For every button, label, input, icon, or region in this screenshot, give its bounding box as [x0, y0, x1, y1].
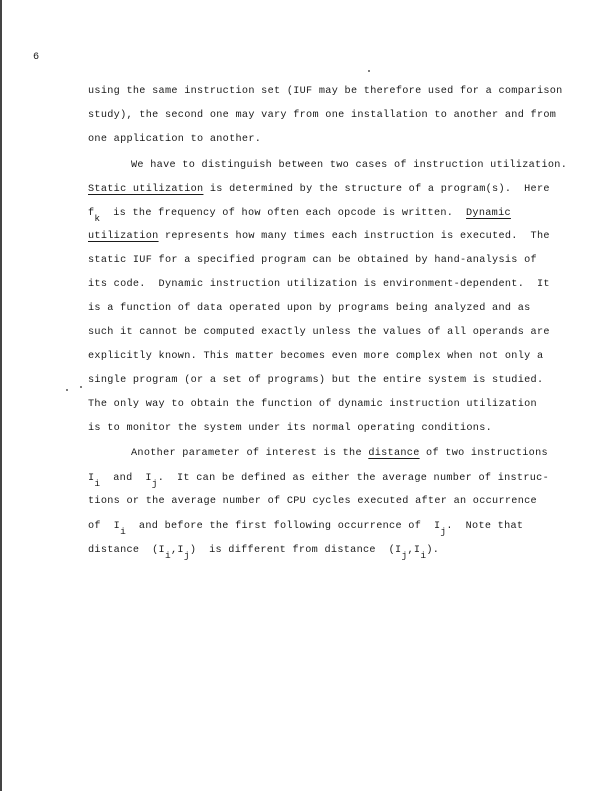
text-line: its code. Dynamic instruction utilization is environment-dependent. It: [88, 279, 550, 290]
text-span: ) is different from distance (I: [189, 545, 402, 556]
subscript: i: [420, 550, 427, 561]
subscript: i: [120, 526, 127, 537]
text-line: [88, 544, 440, 561]
text-line: explicitly known. This matter becomes even more complex when not only a: [88, 351, 544, 362]
text-span: is the frequency of how often each opcode is written.: [100, 208, 467, 219]
text-span: I: [88, 473, 95, 484]
text-span: of I: [88, 521, 121, 532]
subscript: i: [164, 550, 171, 561]
term-distance: distance: [368, 448, 420, 459]
text-line: single program (or a set of programs) but the entire system is studied.: [88, 375, 544, 386]
text-span: represents how many times each instruction is executed. The: [158, 231, 550, 242]
text-span: and before the first following occurrence of I: [126, 521, 441, 532]
speck: [66, 389, 68, 391]
page-edge: [0, 0, 2, 791]
text-line: study), the second one may vary from one installation to another and from: [88, 110, 557, 121]
text-line: using the same instruction set (IUF may be therefore used for a comparison: [88, 86, 563, 97]
text-span: ).: [426, 545, 440, 556]
speck: [368, 70, 370, 72]
page-number: 6: [33, 52, 40, 63]
text-span: . It can be defined as either the average number of instruc-: [157, 473, 550, 484]
text-line: is to monitor the system under its normal operating conditions.: [88, 423, 493, 434]
text-line: [88, 472, 550, 489]
text-span: f: [88, 208, 95, 219]
subscript: j: [440, 526, 447, 537]
text-span: I: [145, 473, 152, 484]
text-line: tions or the average number of CPU cycles executed after an occurrence: [88, 496, 537, 507]
subscript: j: [401, 550, 408, 561]
text-line: [88, 520, 524, 537]
term-utilization: utilization: [88, 231, 159, 242]
text-span: . Note that: [446, 521, 524, 532]
text-line: such it cannot be computed exactly unless the values of all operands are: [88, 327, 550, 338]
text-span: is determined by the structure of a program(s). Here: [203, 184, 550, 195]
text-line: [88, 207, 511, 224]
text-span: distance (I: [88, 545, 165, 556]
text-line: [88, 231, 550, 243]
text-line: We have to distinguish between two cases of instruction utilization.: [131, 160, 568, 171]
text-span: and: [100, 473, 146, 484]
text-span: ,I: [407, 545, 421, 556]
term-static-utilization: Static utilization: [88, 184, 204, 195]
subscript: k: [94, 213, 101, 224]
speck: [80, 386, 82, 388]
text-span: ,I: [170, 545, 184, 556]
subscript: j: [183, 550, 190, 561]
text-line: is a function of data operated upon by programs being analyzed and as: [88, 303, 531, 314]
text-line: [88, 184, 550, 196]
term-dynamic: Dynamic: [466, 208, 511, 219]
text-span: Another parameter of interest is the: [131, 448, 369, 459]
subscript: i: [94, 478, 101, 489]
text-span: of two instructions: [419, 448, 548, 459]
text-line: [131, 448, 548, 460]
text-line: static IUF for a specified program can be obtained by hand-analysis of: [88, 255, 537, 266]
subscript: j: [151, 478, 158, 489]
text-line: one application to another.: [88, 134, 262, 145]
text-line: The only way to obtain the function of dynamic instruction utilization: [88, 399, 537, 410]
